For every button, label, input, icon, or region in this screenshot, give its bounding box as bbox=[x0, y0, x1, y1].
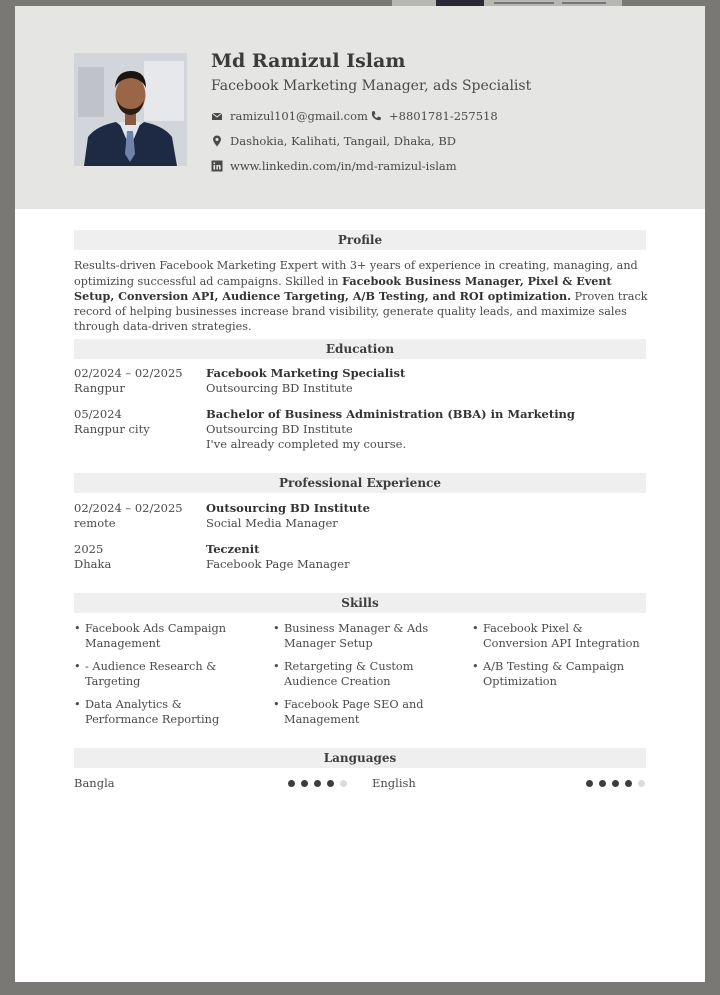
rating-dot-filled bbox=[301, 780, 308, 787]
phone-contact[interactable] bbox=[370, 109, 498, 123]
phone-text: +8801781-257518 bbox=[389, 109, 498, 123]
section-heading-experience: Professional Experience bbox=[74, 473, 646, 493]
section-heading-skills: Skills bbox=[74, 593, 646, 613]
rating-dot-filled bbox=[599, 780, 606, 787]
profile-intro: Results-driven Facebook Marketing Expert with 3+ years of experience in creating, managing, and optimizing successful ad campaigns. Skilled in bbox=[74, 259, 638, 288]
skill-text: Data Analytics & Performance Reporting bbox=[85, 698, 220, 726]
language-name: English bbox=[372, 776, 416, 790]
linkedin-contact[interactable] bbox=[211, 159, 457, 173]
rating-dot-filled bbox=[327, 780, 334, 787]
rating-dot-empty bbox=[638, 780, 645, 787]
rating-dot-filled bbox=[612, 780, 619, 787]
experience-company: Teczenit bbox=[206, 542, 260, 556]
linkedin-icon bbox=[211, 160, 223, 172]
skill-text: A/B Testing & Campaign Optimization bbox=[483, 660, 625, 688]
address-text: Dashokia, Kalihati, Tangail, Dhaka, BD bbox=[230, 134, 457, 148]
bullet-icon: • bbox=[273, 622, 280, 635]
skill-text: - Audience Research & Targeting bbox=[85, 660, 217, 688]
address-contact bbox=[211, 134, 456, 148]
skill-item bbox=[74, 659, 240, 689]
education-location: Rangpur city bbox=[74, 422, 150, 436]
bullet-icon: • bbox=[74, 660, 81, 673]
phone-icon bbox=[370, 110, 382, 122]
education-institution: Outsourcing BD Institute bbox=[206, 422, 353, 436]
profile-photo bbox=[74, 53, 187, 166]
rating-dot-filled bbox=[586, 780, 593, 787]
bullet-icon: • bbox=[273, 698, 280, 711]
education-institution: Outsourcing BD Institute bbox=[206, 381, 353, 395]
language-rating bbox=[586, 780, 645, 787]
experience-date: 2025 bbox=[74, 542, 104, 556]
education-note: I've already completed my course. bbox=[206, 437, 407, 451]
bullet-icon: • bbox=[74, 622, 81, 635]
experience-location: remote bbox=[74, 516, 116, 530]
resume-header bbox=[15, 6, 705, 209]
experience-role: Social Media Manager bbox=[206, 516, 338, 530]
rating-dot-filled bbox=[625, 780, 632, 787]
section-heading-languages: Languages bbox=[74, 748, 646, 768]
skill-item bbox=[74, 621, 240, 651]
section-heading-profile: Profile bbox=[74, 230, 646, 250]
section-heading-education: Education bbox=[74, 339, 646, 359]
rating-dot-filled bbox=[288, 780, 295, 787]
candidate-name: Md Ramizul Islam bbox=[211, 50, 406, 72]
skill-item bbox=[273, 621, 439, 651]
language-name: Bangla bbox=[74, 776, 115, 790]
experience-date: 02/2024 – 02/2025 bbox=[74, 501, 183, 515]
skill-text: Facebook Pixel & Conversion API Integration bbox=[483, 622, 640, 650]
preview-line bbox=[494, 2, 554, 4]
location-pin-icon bbox=[211, 135, 223, 147]
skill-item bbox=[472, 659, 648, 689]
skill-text: Business Manager & Ads Manager Setup bbox=[284, 622, 429, 650]
email-contact[interactable] bbox=[211, 109, 368, 123]
rating-dot-empty bbox=[340, 780, 347, 787]
rating-dot-filled bbox=[314, 780, 321, 787]
profile-end: Proven track record of helping businesses increase brand visibility, generate quality leads, and maximize sales through data-driven strategies. bbox=[74, 290, 648, 333]
education-degree: Bachelor of Business Administration (BBA) in Marketing bbox=[206, 407, 575, 421]
email-text: ramizul101@gmail.com bbox=[230, 109, 368, 123]
bullet-icon: • bbox=[472, 660, 479, 673]
skill-item bbox=[273, 659, 439, 689]
skill-text: Facebook Ads Campaign Management bbox=[85, 622, 227, 650]
language-rating bbox=[288, 780, 347, 787]
resume-page bbox=[15, 6, 705, 982]
envelope-icon bbox=[211, 110, 223, 122]
skill-item bbox=[74, 697, 250, 727]
education-degree: Facebook Marketing Specialist bbox=[206, 366, 406, 380]
profile-skills-bold: Facebook Business Manager, Pixel & Event Setup, Conversion API, Audience Targeting, A/B Testing, and ROI optimization. bbox=[74, 273, 612, 304]
experience-location: Dhaka bbox=[74, 557, 112, 571]
profile-summary bbox=[74, 259, 649, 335]
skill-text: Facebook Page SEO and Management bbox=[284, 698, 424, 726]
preview-line bbox=[562, 2, 606, 4]
education-date: 02/2024 – 02/2025 bbox=[74, 366, 183, 380]
bullet-icon: • bbox=[74, 698, 81, 711]
bullet-icon: • bbox=[472, 622, 479, 635]
skill-item bbox=[273, 697, 429, 727]
education-location: Rangpur bbox=[74, 381, 125, 395]
education-date: 05/2024 bbox=[74, 407, 122, 421]
skill-text: Retargeting & Custom Audience Creation bbox=[284, 660, 414, 688]
bullet-icon: • bbox=[273, 660, 280, 673]
candidate-title: Facebook Marketing Manager, ads Specialist bbox=[211, 78, 532, 94]
experience-role: Facebook Page Manager bbox=[206, 557, 350, 571]
experience-company: Outsourcing BD Institute bbox=[206, 501, 370, 515]
linkedin-text: www.linkedin.com/in/md-ramizul-islam bbox=[230, 159, 457, 173]
skill-item bbox=[472, 621, 648, 651]
